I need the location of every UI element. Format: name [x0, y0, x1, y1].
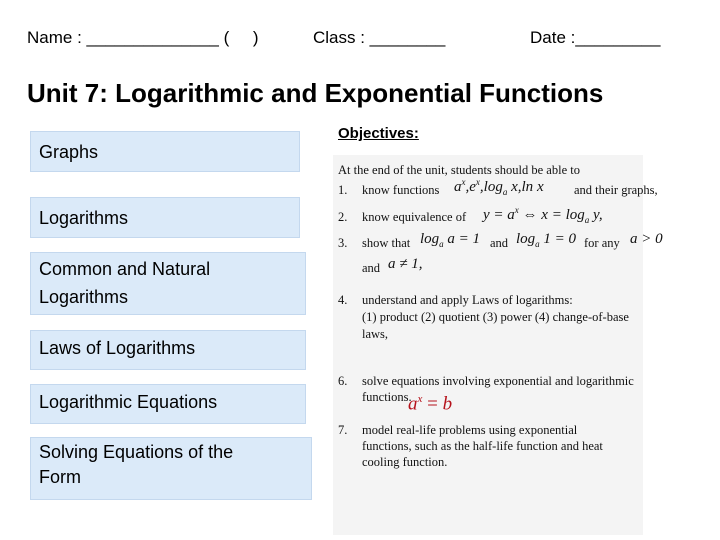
objective-math: $\log_a a = 1$ — [420, 231, 481, 249]
objective-mid: and — [490, 236, 509, 250]
topic-label: Logarithmic Equations — [39, 392, 218, 412]
objective-suffix: for any — [584, 236, 620, 250]
topic-graphs[interactable] — [30, 131, 300, 172]
objective-math: $y = a^x$ ⇔ $x = \log_a y$, — [483, 205, 603, 225]
objective-math: $a^x,e^x,\log_a$ x,ln x — [454, 177, 544, 197]
objective-number: 3. — [338, 236, 348, 250]
objective-6 — [338, 374, 634, 389]
objective-number: 7. — [338, 423, 348, 437]
objective-6-line2: functions. — [362, 390, 412, 404]
topic-label: Logarithms — [39, 208, 129, 228]
objective-4 — [338, 293, 573, 308]
objective-text: model real-life problems using exponential — [362, 423, 578, 437]
objective-2 — [338, 205, 603, 225]
topic-logarithms[interactable] — [30, 197, 300, 238]
objective-3 — [338, 231, 663, 251]
topic-common-natural-logarithms[interactable] — [30, 252, 306, 315]
red-equation: $a^x = b$ — [408, 393, 453, 415]
topic-solving-equations[interactable] — [30, 437, 312, 500]
objective-1 — [338, 177, 658, 198]
objectives-intro: At the end of the unit, students should be able to — [338, 163, 580, 177]
class-field: Class : ________ — [313, 28, 446, 47]
topic-label: Solving Equations of the — [39, 442, 234, 462]
objective-suffix: and their graphs, — [574, 183, 658, 197]
objective-3-line2 — [362, 256, 423, 276]
topic-label: Graphs — [39, 142, 99, 162]
objective-7-line2: functions, such as the half-life function and heat — [362, 439, 603, 453]
objective-4-line2: (1) product (2) quotient (3) power (4) change-of-base — [362, 310, 629, 324]
topic-label: Common and Natural — [39, 259, 211, 279]
objectives-heading: Objectives: — [338, 125, 419, 142]
topic-logarithmic-equations[interactable] — [30, 384, 306, 424]
objective-text: know functions — [362, 183, 440, 197]
name-field: Name : ______________ ( ) — [27, 28, 259, 47]
page-title: Unit 7: Logarithmic and Exponential Functions — [27, 78, 604, 108]
objective-text: and — [362, 261, 381, 275]
header-fields — [27, 28, 700, 52]
objective-7 — [338, 423, 578, 438]
date-field: Date :_________ — [530, 28, 661, 47]
objective-7-line3: cooling function. — [362, 455, 448, 469]
topic-laws-of-logarithms[interactable] — [30, 330, 306, 370]
objective-text: understand and apply Laws of logarithms: — [362, 293, 573, 307]
objective-text: solve equations involving exponential and logarithmic — [362, 374, 634, 388]
objective-number: 6. — [338, 374, 348, 388]
objective-math-3: a > 0 — [630, 231, 663, 247]
topic-label-line2: Form — [39, 467, 81, 487]
objective-text: show that — [362, 236, 411, 250]
objective-number: 1. — [338, 183, 348, 197]
objective-math-2: $\log_a 1 = 0$ — [516, 231, 577, 249]
objective-math-4: a ≠ 1, — [388, 256, 423, 272]
objective-number: 4. — [338, 293, 348, 307]
topic-label-line2: Logarithms — [39, 287, 129, 307]
objective-4-line3: laws, — [362, 327, 389, 341]
objective-number: 2. — [338, 210, 348, 224]
objective-text: know equivalence of — [362, 210, 467, 224]
topic-label: Laws of Logarithms — [39, 338, 196, 358]
